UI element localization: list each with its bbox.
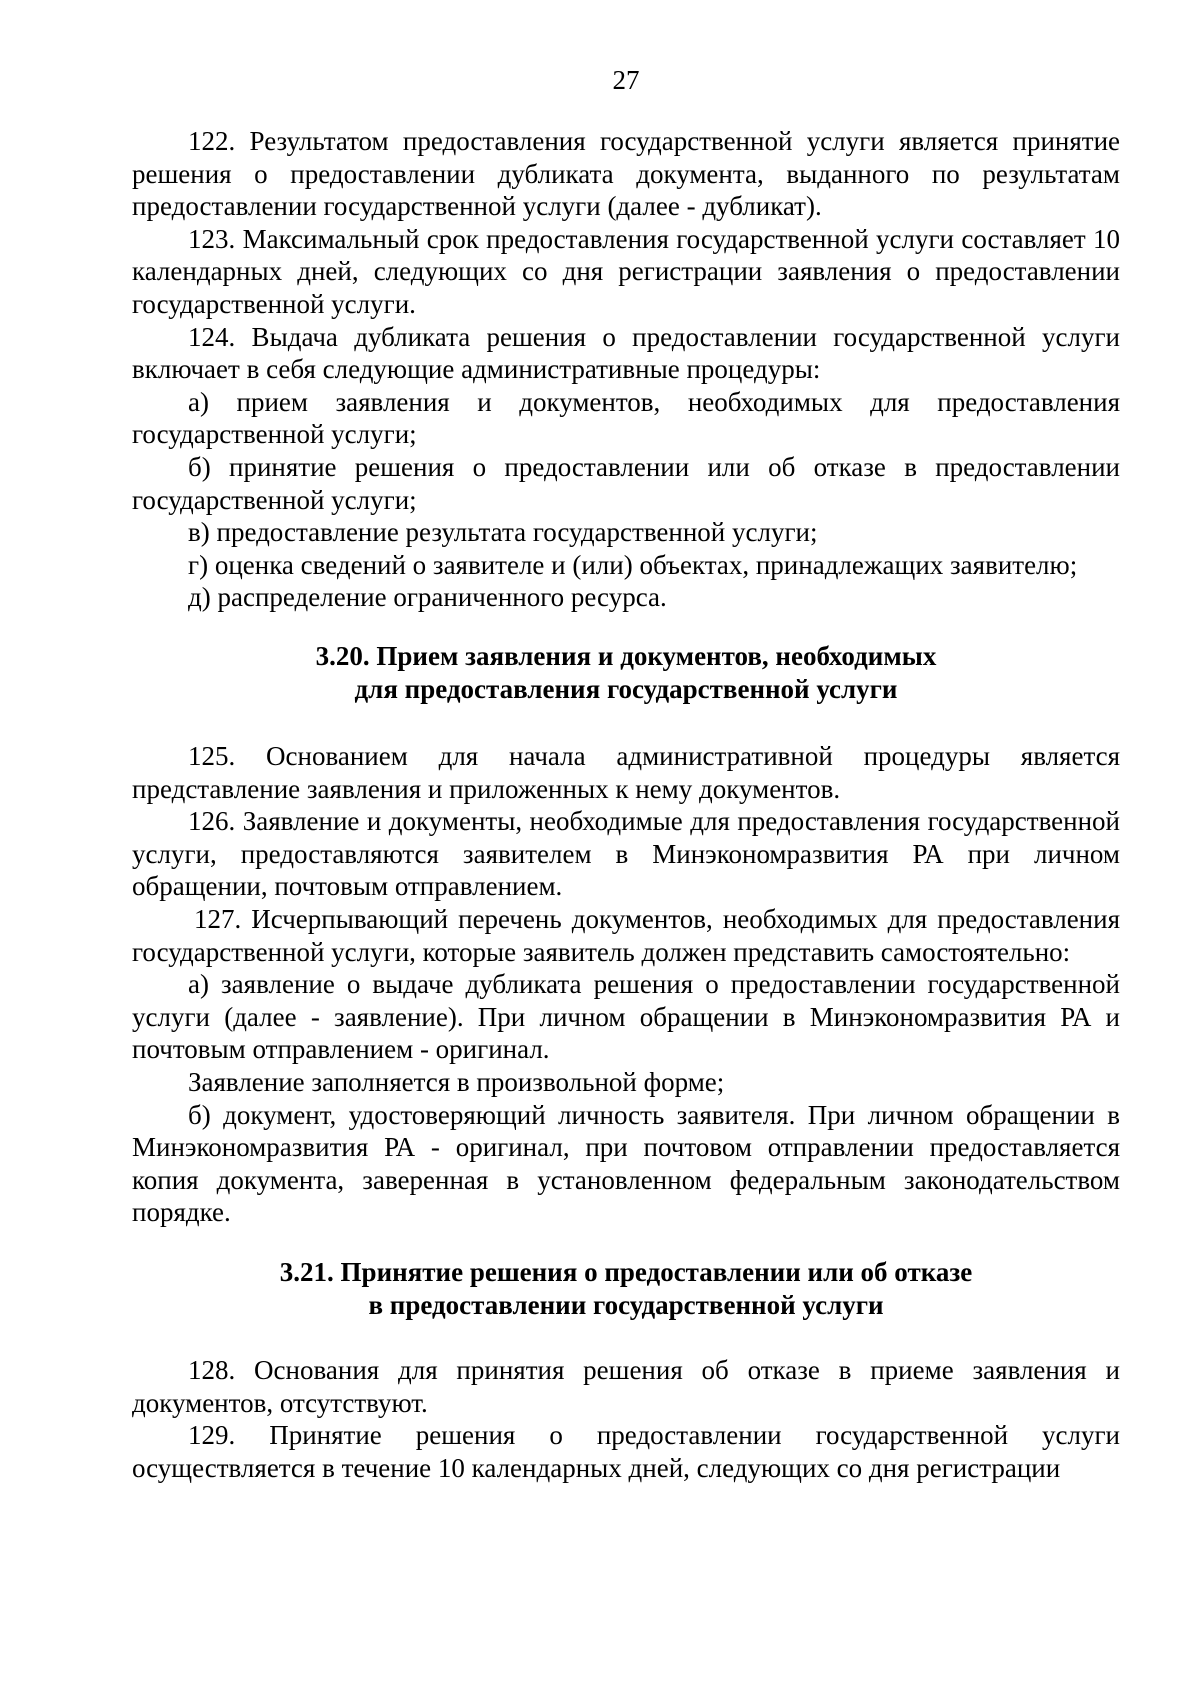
list-item-b: б) принятие решения о предоставлении или об отказе в предоставлении государственной услуги; — [132, 451, 1120, 515]
list-item-d: д) распределение ограниченного ресурса. — [188, 582, 667, 613]
section-heading-3-20-line2: для предоставления государственной услуги — [354, 673, 898, 704]
paragraph-128: 128. Основания для принятия решения об отказе в приеме заявления и документов, отсутствуют. — [132, 1355, 1120, 1418]
page-number: 27 — [612, 65, 640, 95]
list-item-a: а) прием заявления и документов, необходимых для предоставления государственной услуги; — [132, 386, 1120, 450]
list-item-127-b: б) документ, удостоверяющий личность заявителя. При личном обращении в Минэкономразвития РА - оригинал, при почтовом отправлении предоставляется копия документа, заверенная в установленном федеральным законодательством порядке. — [132, 1099, 1120, 1228]
list-item-127-a: а) заявление о выдаче дубликата решения о предоставлении государственной услуги (далее - заявление). При личном обращении в Минэкономразвития РА и почтовым отправлением - оригинал. — [132, 969, 1120, 1065]
list-item-g: г) оценка сведений о заявителе и (или) объектах, принадлежащих заявителю; — [188, 549, 1078, 580]
section-3-20-paragraphs — [132, 740, 1120, 1229]
list-item-v: в) предоставление результата государственной услуги; — [188, 517, 818, 548]
paragraph-127: 127. Исчерпывающий перечень документов, необходимых для предоставления государственной услуги, которые заявитель должен представить самостоятельно: — [132, 904, 1120, 967]
section-3-21-paragraphs — [132, 1354, 1120, 1484]
section-heading-3-21-line2: в предоставлении государственной услуги — [368, 1289, 884, 1320]
paragraph-122: 122. Результатом предоставления государственной услуги является принятие решения о предоставлении дубликата документа, выданного по результатам предоставлении государственной услуги (далее - дубликат). — [132, 126, 1120, 222]
document-page — [132, 64, 1120, 1485]
section-heading-3-21 — [132, 1256, 1120, 1321]
paragraph-application-form: Заявление заполняется в произвольной форме; — [188, 1067, 725, 1098]
paragraph-129: 129. Принятие решения о предоставлении государственной услуги осуществляется в течение 10 календарных дней, следующих со дня регистрации — [132, 1420, 1120, 1483]
section-heading-3-20-line1: 3.20. Прием заявления и документов, необходимых — [315, 640, 937, 671]
section-heading-3-21-line1: 3.21. Принятие решения о предоставлении или об отказе — [279, 1257, 973, 1287]
section-heading-3-20 — [132, 640, 1120, 705]
paragraph-123: 123. Максимальный срок предоставления государственной услуги составляет 10 календарных дней, следующих со дня регистрации заявления о предоставлении государственной услуги. — [132, 223, 1120, 319]
paragraph-124: 124. Выдача дубликата решения о предоставлении государственной услуги включает в себя следующие административные процедуры: — [132, 321, 1120, 385]
paragraph-125: 125. Основанием для начала административной процедуры является представление заявления и приложенных к нему документов. — [132, 741, 1120, 804]
paragraph-126: 126. Заявление и документы, необходимые для предоставления государственной услуги, предоставляются заявителем в Минэкономразвития РА при личном обращении, почтовым отправлением. — [132, 806, 1120, 902]
intro-paragraphs — [132, 125, 1120, 614]
